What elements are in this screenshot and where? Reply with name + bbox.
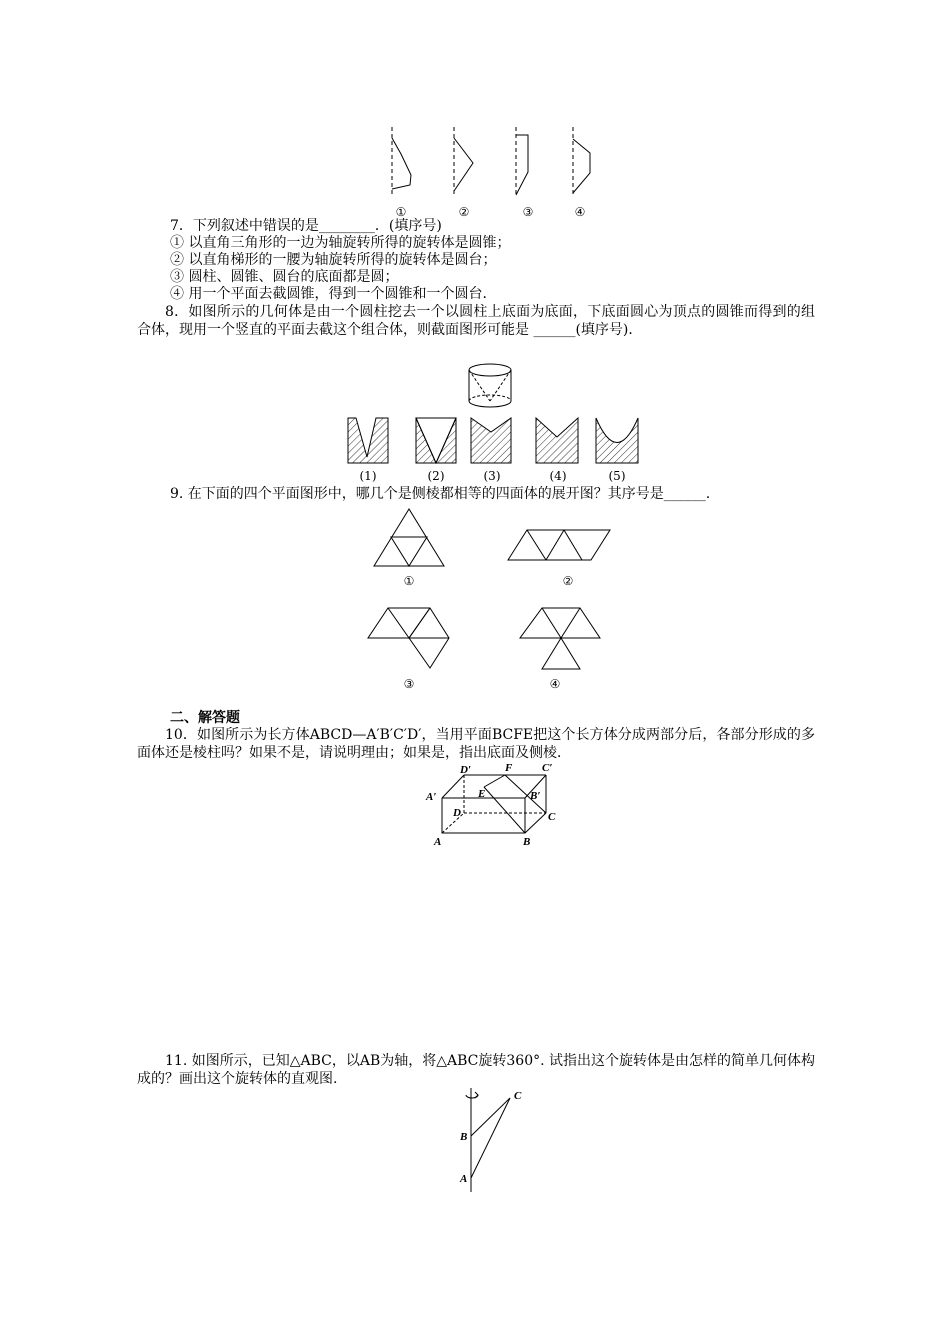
q11-stem: 11. 如图所示，已知△ABC，以AB为轴，将△ABC旋转360°. 试指出这个旋转体是由怎样的简单几何体构成的？画出这个旋转体的直观图.	[137, 1053, 816, 1087]
q7-option-1: ① 以直角三角形的一边为轴旋转所得的旋转体是圆锥；	[170, 235, 511, 251]
q10-label-E: E	[478, 788, 486, 800]
cuboid-figure	[420, 760, 570, 852]
tetrahedron-nets-figure	[360, 506, 620, 692]
triangle-rotation-figure	[452, 1086, 532, 1196]
q10-label-Cp: C′	[542, 762, 553, 774]
q7-option-2: ② 以直角梯形的一腰为轴旋转所得的旋转体是圆台；	[170, 252, 497, 268]
q9-stem: 9. 在下面的四个平面图形中，哪几个是侧棱都相等的四面体的展开图？其序号是______.	[170, 486, 711, 502]
cylinder-cone-figure	[340, 362, 640, 484]
rot-label-2: ②	[458, 205, 470, 219]
q11-label-B: B	[460, 1131, 468, 1143]
q10-label-F: F	[505, 762, 513, 774]
q8-label-1: (1)	[359, 469, 377, 483]
q9-label-1: ①	[403, 574, 415, 588]
q8-label-3: (3)	[483, 469, 501, 483]
q11-label-A: A	[460, 1173, 468, 1185]
q8-label-2: (2)	[427, 469, 445, 483]
rot-label-4: ④	[574, 205, 586, 219]
q9-label-4: ④	[549, 677, 561, 691]
q10-label-Bp: B′	[530, 790, 541, 802]
rot-label-3: ③	[522, 205, 534, 219]
q10-label-C: C	[548, 811, 556, 823]
q9-label-2: ②	[562, 574, 574, 588]
q10-label-Dp: D′	[460, 764, 472, 776]
q8-stem: 8．如图所示的几何体是由一个圆柱挖去一个以圆柱上底面为底面，下底面圆心为顶点的圆锥而得到的组合体，现用一个竖直的平面去截这个组合体，则截面图形可能是 ______(填序号)．	[137, 304, 815, 338]
q10-label-D: D	[453, 807, 461, 819]
rotation-shapes-figure	[380, 125, 600, 220]
q11-label-C: C	[514, 1090, 522, 1102]
q7-option-3: ③ 圆柱、圆锥、圆台的底面都是圆；	[170, 269, 399, 285]
q10-stem: 10．如图所示为长方体ABCD—A′B′C′D′，当用平面BCFE把这个长方体分成两部分后，各部分形成的多面体还是棱柱吗？如果不是，请说明理由；如果是，指出底面及侧棱．	[137, 727, 815, 761]
section-title: 二、解答题	[170, 710, 240, 726]
q10-label-Ap: A′	[426, 791, 437, 803]
q10-label-B: B	[523, 836, 531, 848]
q8-label-5: (5)	[608, 469, 626, 483]
rot-label-1: ①	[395, 205, 407, 219]
q7-stem: 7．下列叙述中错误的是________．(填序号)	[170, 218, 442, 234]
q9-label-3: ③	[403, 677, 415, 691]
q7-option-4: ④ 用一个平面去截圆锥，得到一个圆锥和一个圆台．	[170, 286, 497, 302]
q8-label-4: (4)	[549, 469, 567, 483]
q10-label-A: A	[434, 836, 442, 848]
